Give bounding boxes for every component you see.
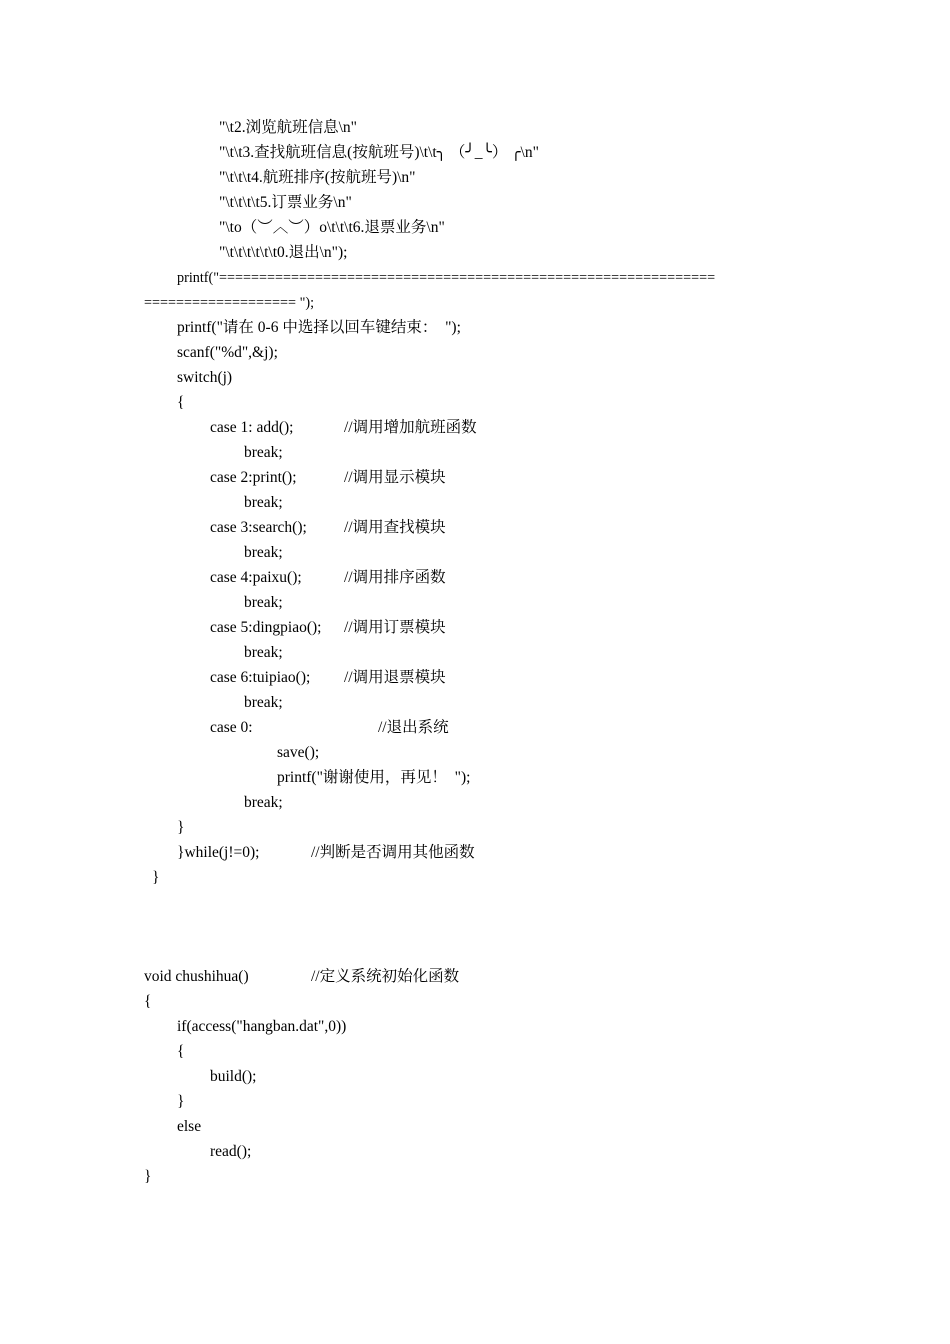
- code-line: if(access("hangban.dat",0)): [177, 1018, 347, 1035]
- code-line: break;: [244, 644, 283, 661]
- code-comment: //调用退票模块: [344, 669, 446, 686]
- code-comment: //判断是否调用其他函数: [311, 844, 475, 861]
- code-line: read();: [210, 1143, 252, 1160]
- code-line: {: [177, 1043, 185, 1060]
- code-line: }while(j!=0);: [177, 844, 260, 861]
- code-line: }: [177, 1093, 185, 1110]
- code-line: void chushihua(): [144, 968, 249, 985]
- code-comment: //调用排序函数: [344, 569, 446, 586]
- code-comment: //调用增加航班函数: [344, 419, 477, 436]
- code-line: =================== ");: [144, 295, 315, 311]
- code-line: }: [144, 1168, 152, 1185]
- code-line: case 1: add();: [210, 419, 294, 436]
- code-line: case 2:print();: [210, 469, 297, 486]
- code-line: switch(j): [177, 369, 233, 386]
- code-line: case 6:tuipiao();: [210, 669, 311, 686]
- code-line: "\t\t\t\t5.订票业务\n": [219, 194, 352, 211]
- code-line: "\t\t\t\t\t\t0.退出\n");: [219, 244, 348, 261]
- code-line: }: [177, 819, 185, 836]
- code-line: save();: [277, 744, 320, 761]
- code-line: build();: [210, 1068, 257, 1085]
- code-comment: //退出系统: [378, 719, 449, 736]
- code-line: else: [177, 1118, 202, 1135]
- code-line: break;: [244, 544, 283, 561]
- code-line: case 0:: [210, 719, 253, 736]
- code-line: break;: [244, 694, 283, 711]
- code-line: {: [177, 394, 185, 411]
- code-comment: //调用查找模块: [344, 519, 446, 536]
- code-line: "\t2.浏览航班信息\n": [219, 119, 357, 136]
- code-line: break;: [244, 794, 283, 811]
- code-line: break;: [244, 444, 283, 461]
- code-line: }: [152, 869, 160, 886]
- code-line: break;: [244, 594, 283, 611]
- code-line: {: [144, 993, 152, 1010]
- code-line: printf("请在 0-6 中选择以回车键结束： ");: [177, 319, 461, 336]
- code-line: case 3:search();: [210, 519, 307, 536]
- code-line: break;: [244, 494, 283, 511]
- code-line: case 5:dingpiao();: [210, 619, 322, 636]
- code-line: scanf("%d",&j);: [177, 344, 278, 361]
- code-line: printf("==============================================================: [177, 270, 716, 286]
- code-comment: //调用订票模块: [344, 619, 446, 636]
- code-line: printf("谢谢使用，再见！ ");: [277, 769, 471, 786]
- code-line: "\t\t3.查找航班信息(按航班号)\t\t╮ （╯_╰） ╭\n": [219, 144, 539, 161]
- code-comment: //定义系统初始化函数: [311, 968, 460, 985]
- code-line: "\to（︶︿︶）o\t\t\t6.退票业务\n": [219, 219, 445, 236]
- code-comment: //调用显示模块: [344, 469, 446, 486]
- code-line: case 4:paixu();: [210, 569, 302, 586]
- code-line: "\t\t\t4.航班排序(按航班号)\n": [219, 169, 416, 186]
